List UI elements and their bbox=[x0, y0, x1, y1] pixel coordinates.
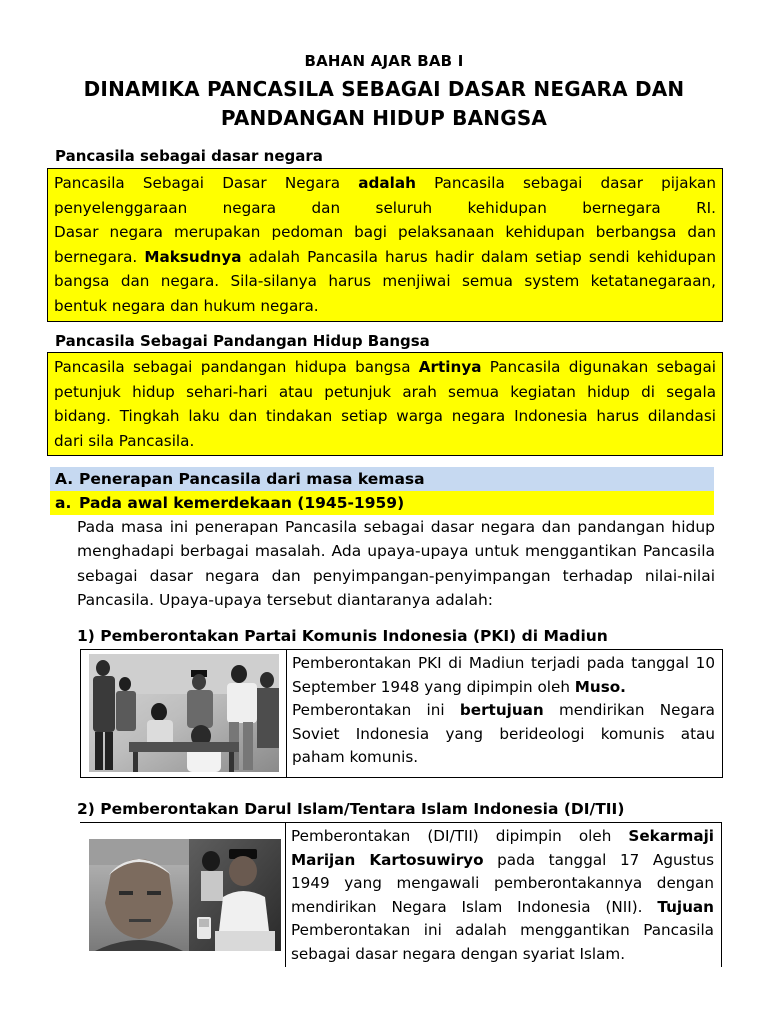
item-1-marker: 1) bbox=[77, 627, 95, 645]
section-heading-pandangan-hidup: Pancasila Sebagai Pandangan Hidup Bangsa bbox=[55, 332, 430, 350]
document-title-line-2: PANDANGAN HIDUP BANGSA bbox=[220, 106, 548, 130]
definition-box-dasar-negara bbox=[47, 168, 723, 322]
description-line: sebagai dasar negara dengan syariat Islam. bbox=[291, 944, 626, 963]
kartosuwiryo-photo-right bbox=[189, 839, 281, 951]
section-heading-dasar-negara: Pancasila sebagai dasar negara bbox=[55, 147, 323, 165]
box-line: bernegara. Maksudnya adalah Pancasila harus hadir dalam setiap sendi kehidupan bbox=[54, 247, 716, 266]
paragraph-line: Pada masa ini penerapan Pancasila sebagai dasar negara dan pandangan hidup bbox=[77, 518, 715, 536]
item-2-photo-cell bbox=[80, 823, 286, 967]
description-line: Pemberontakan ini bertujuan mendirikan Negara bbox=[292, 701, 715, 720]
item-1-title: Pemberontakan Partai Komunis Indonesia (PKI) di Madiun bbox=[100, 627, 608, 645]
item-2-description bbox=[291, 825, 714, 967]
item-1-photo-cell bbox=[81, 650, 287, 777]
item-1-heading bbox=[77, 627, 608, 645]
document-title-line-1: DINAMIKA PANCASILA SEBAGAI DASAR NEGARA DAN bbox=[83, 77, 685, 101]
description-line: Pemberontakan ini adalah menggantikan Pancasila bbox=[291, 921, 714, 940]
box-line: penyelenggaraan negara dan seluruh kehidupan bernegara RI. bbox=[54, 198, 716, 217]
definition-box-pandangan-hidup bbox=[47, 352, 723, 456]
description-line: mendirikan Negara Islam Indonesia (NII). Tujuan bbox=[291, 897, 714, 916]
box-line: petunjuk hidup sehari-hari atau petunjuk arah semua kegiatan hidup di segala bbox=[54, 382, 716, 401]
box-line: Pancasila Sebagai Dasar Negara adalah Pancasila sebagai dasar pijakan bbox=[54, 174, 716, 192]
subsection-a-paragraph bbox=[77, 515, 715, 613]
description-line: Marijan Kartosuwiryo pada tanggal 17 Agustus bbox=[291, 850, 714, 869]
box-line: bangsa dan negara. Sila-silanya harus menjiwai semua system ketatanegaraan, bbox=[54, 272, 716, 291]
box-line: Pancasila sebagai pandangan hidupa bangsa Artinya Pancasila digunakan sebagai bbox=[54, 358, 716, 376]
subsection-a-marker: a. bbox=[55, 494, 72, 512]
paragraph-line: menghadapi berbagai masalah. Ada upaya-upaya untuk menggantikan Pancasila bbox=[77, 542, 715, 561]
item-1-description bbox=[292, 652, 715, 770]
pki-madiun-photo bbox=[89, 654, 279, 772]
subsection-a-title: Pada awal kemerdekaan (1945-1959) bbox=[79, 494, 405, 512]
document-label: BAHAN AJAR BAB I bbox=[304, 52, 464, 70]
section-a-title: Penerapan Pancasila dari masa kemasa bbox=[79, 470, 425, 488]
paragraph-line: sebagai dasar negara dan penyimpangan-penyimpangan terhadap nilai-nilai bbox=[77, 566, 715, 585]
item-2-marker: 2) bbox=[77, 800, 95, 818]
item-2-table bbox=[80, 822, 722, 967]
box-line: bidang. Tingkah laku dan tindakan setiap warga negara Indonesia harus dilandasi bbox=[54, 407, 716, 426]
box-line: bentuk negara dan hukum negara. bbox=[54, 296, 319, 315]
item-2-heading bbox=[77, 800, 624, 818]
box-line: Dasar negara merupakan pedoman bagi pelaksanaan kehidupan berbangsa dan bbox=[54, 223, 716, 242]
item-1-table bbox=[80, 649, 723, 778]
description-line: September 1948 yang dipimpin oleh Muso. bbox=[292, 677, 626, 696]
box-line: dari sila Pancasila. bbox=[54, 431, 195, 450]
description-line: 1949 yang mengawali pemberontakannya dengan bbox=[291, 874, 714, 893]
description-line: Pemberontakan PKI di Madiun terjadi pada tanggal 10 bbox=[292, 654, 715, 672]
section-a-marker: A. bbox=[55, 470, 74, 488]
description-line: Soviet Indonesia yang berideologi komunis atau bbox=[292, 724, 715, 743]
description-line: paham komunis. bbox=[292, 748, 419, 767]
kartosuwiryo-photo-left bbox=[89, 839, 189, 951]
paragraph-line: Pancasila. Upaya-upaya tersebut diantaranya adalah: bbox=[77, 591, 494, 610]
item-2-title: Pemberontakan Darul Islam/Tentara Islam Indonesia (DI/TII) bbox=[100, 800, 625, 818]
description-line: Pemberontakan (DI/TII) dipimpin oleh Sekarmaji bbox=[291, 827, 714, 845]
